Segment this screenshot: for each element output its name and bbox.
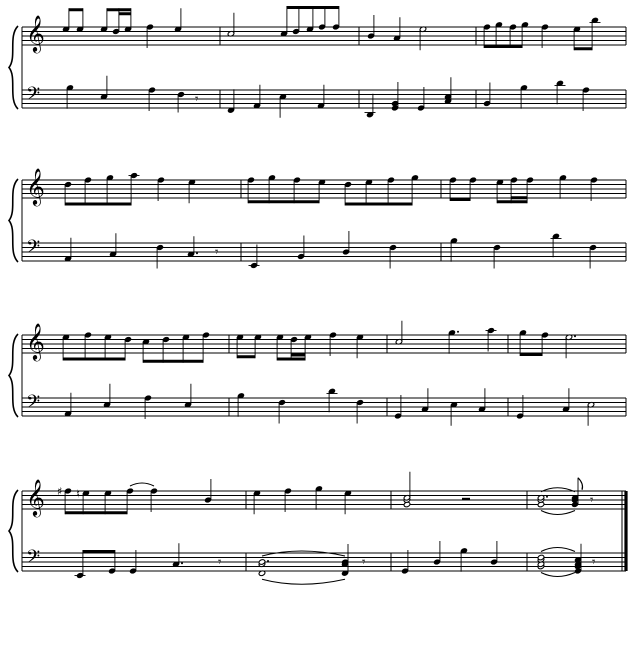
augmentation-dot (196, 252, 198, 254)
treble-staff (22, 491, 626, 509)
bass-clef-icon: 𝄢 (26, 237, 41, 262)
tie (130, 483, 154, 486)
flag (578, 478, 583, 490)
tie (262, 551, 345, 556)
tie (541, 573, 575, 577)
eighth-rest: 𝄾 (592, 555, 596, 570)
treble-staff (22, 335, 626, 353)
augmentation-dot (267, 560, 269, 562)
bass-clef-icon: 𝄢 (26, 84, 41, 109)
augmentation-dot (574, 335, 576, 337)
treble-clef-icon: 𝄞 (26, 322, 45, 360)
brace (9, 179, 18, 262)
tie (541, 511, 575, 515)
system-3-notes (62, 321, 594, 426)
system-4 (9, 478, 626, 572)
system-3 (9, 322, 626, 417)
brace (9, 334, 18, 417)
brace (9, 26, 18, 109)
eighth-rest: 𝄾 (590, 493, 594, 508)
bass-staff (22, 398, 626, 416)
half-rest (462, 498, 470, 500)
treble-clef-icon: 𝄞 (26, 478, 45, 516)
system-4-notes (57, 472, 596, 585)
system-2-notes (64, 172, 597, 268)
eighth-rest: 𝄾 (218, 555, 222, 570)
system-2 (9, 167, 626, 262)
treble-clef-icon: 𝄞 (26, 167, 45, 205)
tie (262, 579, 345, 584)
bass-clef-icon: 𝄢 (26, 392, 41, 417)
eighth-rest: 𝄾 (215, 245, 219, 260)
augmentation-dot (181, 562, 183, 564)
sharp-icon: ♯ (57, 485, 63, 498)
eighth-rest: 𝄾 (362, 555, 366, 570)
brace (9, 490, 18, 572)
treble-clef-icon: 𝄞 (26, 14, 45, 52)
tie (541, 548, 575, 552)
augmentation-dot (457, 331, 459, 333)
augmentation-dot (546, 496, 548, 498)
eighth-rest: 𝄾 (195, 92, 199, 107)
system-1-notes (62, 6, 600, 118)
treble-staff (22, 27, 626, 45)
bass-clef-icon: 𝄢 (26, 547, 41, 572)
natural-icon: ♮ (76, 487, 80, 501)
